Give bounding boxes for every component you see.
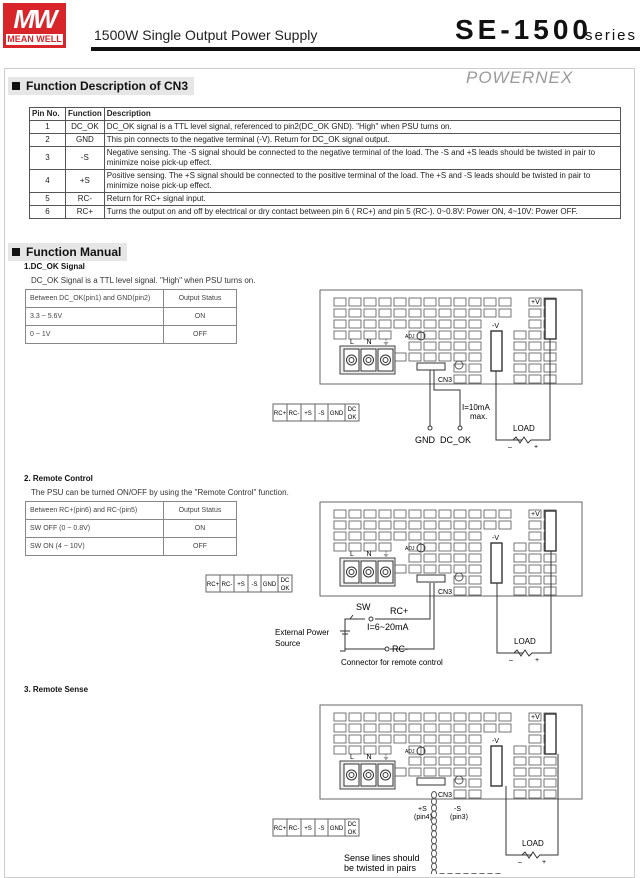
table-row: 2 GND This pin connects to the negative terminal (-V). Return for DC_OK signal output. (30, 134, 621, 147)
psu-unit-outline (320, 290, 582, 384)
svg-text:–: – (518, 859, 522, 866)
section-heading-cn3: Function Description of CN3 (8, 77, 194, 95)
svg-text:L: L (350, 551, 354, 558)
table-row: 1 DC_OK DC_OK signal is a TTL level signal, referenced to pin2(DC_OK GND). "High" when PSU turns on. (30, 121, 621, 134)
dc-ok-heading: 1.DC_OK Signal (24, 262, 85, 271)
svg-text:SW: SW (356, 602, 371, 612)
model-title: SE-1500 (455, 14, 592, 45)
svg-text:(pin4): (pin4) (414, 814, 432, 821)
svg-text:RC-: RC- (288, 826, 300, 832)
section-heading-function-manual: Function Manual (8, 243, 127, 261)
svg-text:⏚: ⏚ (382, 551, 390, 558)
svg-text:+: + (542, 859, 547, 866)
svg-text:ADJ: ADJ (405, 749, 415, 755)
svg-text:DC: DC (347, 822, 357, 828)
brand-watermark: POWERNEX (466, 68, 574, 87)
table-row: 4 +S Positive sensing. The +S signal should be connected to the positive terminal of the load. The +S and -S leads should be twisted in pair to minimize noise pick-up effect. (30, 170, 621, 193)
remote-control-note: The PSU can be turned ON/OFF by using the "Remote Control" function. (31, 488, 289, 497)
svg-text:RC-: RC- (392, 644, 408, 654)
svg-text:OK: OK (280, 586, 290, 592)
svg-text:CN3: CN3 (438, 792, 453, 799)
table-header-row: Pin No. Function Description (30, 108, 621, 121)
dc-ok-note: DC_OK Signal is a TTL level signal. "High" when PSU turns on. (31, 276, 256, 285)
svg-text:⏚: ⏚ (382, 754, 390, 761)
svg-text:DC_OK: DC_OK (440, 435, 472, 445)
remote-control-heading: 2. Remote Control (24, 474, 93, 483)
table-row: 6 RC+ Turns the output on and off by electrical or dry contact between pin 6 ( RC+) and pin 5 (RC-). 0~0.8V: Power ON, 4~10V: Power OFF. (30, 206, 621, 219)
svg-text:OK: OK (347, 830, 357, 836)
svg-text:+: + (535, 657, 540, 664)
logo-text: MEAN WELL (7, 34, 62, 44)
remote-control-status-table: Between RC+(pin6) and RC-(pin5) Output Status SW OFF (0 ~ 0.8V) ON SW ON (4 ~ 10V) OFF (25, 501, 237, 556)
svg-text:N: N (366, 339, 372, 346)
svg-text:Source: Source (275, 639, 301, 648)
svg-text:+V: +V (531, 714, 540, 721)
bullet-square-icon (12, 248, 20, 256)
svg-text:+S: +S (304, 826, 312, 832)
svg-text:ADJ: ADJ (405, 546, 415, 552)
svg-text:LOAD: LOAD (522, 839, 544, 848)
svg-text:-V: -V (492, 738, 499, 745)
svg-text:Connector for remote control: Connector for remote control (341, 658, 443, 667)
svg-text:+S: +S (237, 582, 245, 588)
svg-text:RC+: RC+ (206, 582, 220, 588)
remote-sense-wiring-diagram (270, 703, 640, 874)
svg-text:RC-: RC- (221, 582, 233, 588)
svg-text:-S: -S (318, 411, 325, 417)
svg-text:GND: GND (329, 411, 344, 417)
series-label: series (585, 27, 638, 44)
svg-text:+V: +V (531, 299, 540, 306)
svg-text:GND: GND (262, 582, 277, 588)
svg-text:GND: GND (329, 826, 344, 832)
svg-text:RC+: RC+ (273, 826, 287, 832)
svg-text:L: L (350, 754, 354, 761)
svg-text:-V: -V (492, 535, 499, 542)
svg-text:-V: -V (492, 323, 499, 330)
remote-control-wiring-diagram (205, 497, 640, 672)
svg-text:+S: +S (418, 806, 427, 813)
cn3-pin-strip (273, 819, 359, 836)
psu-unit-outline (320, 705, 582, 799)
svg-text:OK: OK (347, 415, 357, 421)
svg-text:be twisted in pairs: be twisted in pairs (344, 863, 417, 873)
svg-text:CN3: CN3 (438, 377, 453, 384)
psu-unit-outline (320, 502, 582, 596)
bullet-square-icon (12, 82, 20, 90)
svg-text:-S: -S (454, 806, 461, 813)
svg-text:L: L (350, 339, 354, 346)
svg-text:I=10mA: I=10mA (462, 403, 490, 412)
svg-text:I=6~20mA: I=6~20mA (367, 622, 409, 632)
svg-text:LOAD: LOAD (513, 424, 535, 433)
svg-text:+V: +V (531, 511, 540, 518)
svg-text:GND: GND (415, 435, 435, 445)
logo-mark: MW (13, 4, 56, 34)
svg-text:Sense lines should: Sense lines should (344, 853, 420, 863)
svg-text:DC: DC (280, 578, 290, 584)
svg-text:RC+: RC+ (390, 606, 409, 616)
svg-text:⏚: ⏚ (382, 339, 390, 346)
svg-text:-S: -S (251, 582, 258, 588)
svg-text:max.: max. (470, 412, 488, 421)
svg-text:RC+: RC+ (273, 411, 287, 417)
svg-text:(pin3): (pin3) (450, 814, 468, 821)
svg-text:N: N (366, 551, 372, 558)
svg-text:DC: DC (347, 407, 357, 413)
svg-text:RC-: RC- (288, 411, 300, 417)
cn3-function-table (29, 107, 621, 219)
remote-sense-heading: 3. Remote Sense (24, 685, 89, 694)
svg-text:ADJ: ADJ (405, 334, 415, 340)
header-rule (91, 47, 640, 51)
document-subtitle: 1500W Single Output Power Supply (94, 27, 318, 43)
svg-text:N: N (366, 754, 372, 761)
dc-ok-status-table: Between DC_OK(pin1) and GND(pin2) Output Status 3.3 ~ 5.6V ON 0 ~ 1V OFF (25, 289, 237, 344)
cn3-pin-strip (273, 404, 359, 421)
svg-text:LOAD: LOAD (514, 637, 536, 646)
dc-ok-wiring-diagram (270, 288, 640, 448)
svg-text:–: – (509, 657, 513, 664)
table-row: 5 RC- Return for RC+ signal input. (30, 193, 621, 206)
svg-text:External Power: External Power (275, 628, 330, 637)
svg-text:+S: +S (304, 411, 312, 417)
cn3-pin-strip (206, 575, 292, 592)
table-row: 3 -S Negative sensing. The -S signal should be connected to the negative terminal of the load. The -S and +S leads should be twisted in pair to minimize noise pick-up effect. (30, 147, 621, 170)
svg-text:–: – (508, 444, 512, 448)
svg-text:+: + (534, 444, 539, 448)
svg-text:-S: -S (318, 826, 325, 832)
svg-text:CN3: CN3 (438, 589, 453, 596)
mean-well-logo (3, 3, 66, 48)
